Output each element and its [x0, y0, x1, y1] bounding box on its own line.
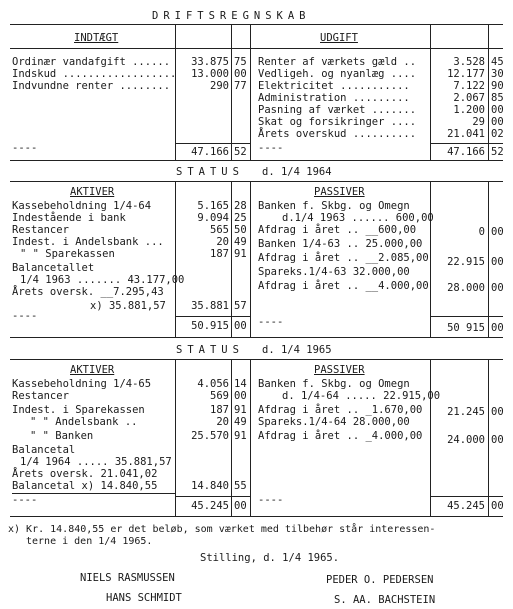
income-ore: 77: [234, 80, 247, 92]
liability-ore: 00: [491, 256, 504, 268]
expense-kr: 2.067: [453, 92, 485, 104]
expense-ore: 85: [491, 92, 504, 104]
asset-ore: 14: [234, 378, 247, 390]
liability-kr: 22.915: [447, 256, 485, 268]
income-label: Ordinær vandafgift ......: [12, 56, 171, 68]
status1964-bottom-rule: [10, 337, 503, 338]
expense-total-ore: 52: [491, 146, 504, 158]
status1965-dash: ----: [258, 494, 284, 506]
expense-label: Årets overskud ..........: [258, 128, 417, 140]
asset-ore: 49: [234, 416, 247, 428]
asset-kr: 4.056: [197, 378, 229, 390]
status1965-total-kr: 45.245: [191, 500, 229, 512]
balance-kr-1965: 14.840: [191, 480, 229, 492]
asset-label: Restancer: [12, 224, 69, 236]
liability-text: Afdrag i året .. _1.670,00: [258, 404, 423, 416]
liability-text: Banken f. Skbg. og Omegn: [258, 378, 410, 390]
asset-ore: 91: [234, 430, 247, 442]
asset-kr: 20: [216, 236, 229, 248]
liability-kr: 21.245: [447, 406, 485, 418]
asset-ore: 91: [234, 404, 247, 416]
asset-ore: 00: [234, 390, 247, 402]
asset-ore: 28: [234, 200, 247, 212]
asset-kr: 565: [210, 224, 229, 236]
expense-label: Administration .........: [258, 92, 410, 104]
status1965-total-right-kr: 45.245: [447, 500, 485, 512]
asset-label: Indest. i Andelsbank ...: [12, 236, 164, 248]
status1964-total-rule: [430, 316, 503, 317]
drift-col-line: [231, 24, 232, 161]
status1964-dash: ----: [258, 316, 284, 328]
liability-ore: 00: [491, 226, 504, 238]
drift-col-line: [175, 24, 176, 161]
status1965-col-line: [488, 359, 489, 517]
status1965-col-line: [231, 359, 232, 517]
expense-header: UDGIFT: [320, 32, 358, 44]
balance-ore-1964: 57: [234, 300, 247, 312]
liabilities-header-1964: PASSIVER: [314, 186, 365, 198]
expense-total-kr: 47.166: [447, 146, 485, 158]
liability-kr: 0: [478, 226, 485, 238]
asset-label: Indestående i bank: [12, 212, 126, 224]
asset-kr: 25.570: [191, 430, 229, 442]
asset-label: Restancer: [12, 390, 69, 402]
asset-kr: 5.165: [197, 200, 229, 212]
balance-kr-1964: 35.881: [191, 300, 229, 312]
liability-text: Spareks.1/4-64 28.000,00: [258, 416, 410, 428]
expense-ore: 02: [491, 128, 504, 140]
status1964-total-left-kr: 50.915: [191, 320, 229, 332]
balance-line1-1964: 1/4 1963 ....... 43.177,00: [20, 274, 185, 286]
asset-label: Kassebeholdning 1/4-64: [12, 200, 152, 212]
income-label: Indvundne renter ........: [12, 80, 171, 92]
expense-ore: 30: [491, 68, 504, 80]
asset-ore: 25: [234, 212, 247, 224]
signature-hans-schmidt: HANS SCHMIDT: [106, 592, 182, 604]
status1964-total-right-ore: 00: [491, 322, 504, 334]
balance-line3-1965: Balancetal x) 14.840,55: [12, 480, 158, 492]
drift-bottom-rule: [10, 160, 503, 161]
expense-ore: 90: [491, 80, 504, 92]
status1964-col-line: [250, 181, 251, 337]
liability-text: Banken 1/4-63 .. 25.000,00: [258, 238, 423, 250]
stilling-line: Stilling, d. 1/4 1965.: [200, 552, 340, 564]
expense-label: Elektricitet ...........: [258, 80, 410, 92]
footnote-line1: x) Kr. 14.840,55 er det beløb, som værket med tilbehør står interessen-: [8, 524, 436, 535]
expense-ore: 00: [491, 104, 504, 116]
drift-total-rule: [175, 143, 250, 144]
income-ore: 00: [234, 68, 247, 80]
asset-label: " " Sparekassen: [20, 248, 115, 260]
signature-bachstein: S. AA. BACHSTEIN: [334, 594, 436, 606]
status1965-total-rule: [175, 496, 250, 497]
expense-ore: 00: [491, 116, 504, 128]
status1965-bottom-rule: [10, 516, 503, 517]
status1965-title: STATUS: [176, 344, 244, 356]
expense-label: Skat og forsikringer ....: [258, 116, 417, 128]
status1964-date: d. 1/4 1964: [262, 166, 332, 178]
liability-text: Afdrag i året .. __4.000,00: [258, 280, 429, 292]
balance-label-1964: Balancetallet: [12, 262, 95, 274]
expense-kr: 3.528: [453, 56, 485, 68]
status1964-title: STATUS: [176, 166, 244, 178]
income-total-ore: 52: [234, 146, 247, 158]
liability-text: Afdrag i året .. __600,00: [258, 224, 417, 236]
balance-ore-1965: 55: [234, 480, 247, 492]
balance-line2-1964: Årets oversk. __7.295,43: [12, 286, 164, 298]
income-label: Indskud ..................: [12, 68, 177, 80]
signature-peder-pedersen: PEDER O. PEDERSEN: [326, 574, 434, 586]
income-kr: 33.875: [191, 56, 229, 68]
asset-label: Indest. i Sparekassen: [12, 404, 145, 416]
expense-kr: 7.122: [453, 80, 485, 92]
liability-text: Spareks.1/4-63 32.000,00: [258, 266, 410, 278]
expense-kr: 29: [472, 116, 485, 128]
assets-header-1965: AKTIVER: [70, 364, 115, 376]
expense-kr: 21.041: [447, 128, 485, 140]
status1965-total-ore: 00: [234, 500, 247, 512]
footnote-line2: terne i den 1/4 1965.: [26, 536, 153, 547]
liability-text: Banken f. Skbg. og Omegn: [258, 200, 410, 212]
asset-kr: 9.094: [197, 212, 229, 224]
asset-kr: 20: [216, 416, 229, 428]
liability-kr: 24.000: [447, 434, 485, 446]
status1964-col-line: [231, 181, 232, 337]
driftsregnskab-title: DRIFTSREGNSKAB: [152, 10, 311, 22]
liability-text: Afdrag i året .. _4.000,00: [258, 430, 423, 442]
asset-kr: 187: [210, 404, 229, 416]
income-ore: 75: [234, 56, 247, 68]
expense-kr: 12.177: [447, 68, 485, 80]
liability-kr: 28.000: [447, 282, 485, 294]
asset-label: Kassebeholdning 1/4-65: [12, 378, 152, 390]
asset-kr: 187: [210, 248, 229, 260]
drift-dash: ----: [258, 142, 284, 154]
balance-label-1965: Balancetal: [12, 444, 76, 456]
drift-col-line: [488, 24, 489, 161]
expense-label: Pasning af værket .......: [258, 104, 417, 116]
expense-label: Vedligeh. og nyanlæg ....: [258, 68, 417, 80]
signature-niels-rasmussen: NIELS RASMUSSEN: [80, 572, 175, 584]
asset-label: " " Andelsbank ..: [30, 416, 138, 428]
status1965-total-rule: [430, 496, 503, 497]
status1965-col-line: [250, 359, 251, 517]
status1964-total-right-kr: 50 915: [447, 322, 485, 334]
balance-line3-1964: x) 35.881,57: [90, 300, 166, 312]
status1965-dash: ----: [12, 494, 38, 506]
liability-ore: 00: [491, 406, 504, 418]
expense-kr: 1.200: [453, 104, 485, 116]
income-kr: 290: [210, 80, 229, 92]
balance-line1-1965: 1/4 1964 ..... 35.881,57: [20, 456, 172, 468]
status1964-dash: ----: [12, 310, 38, 322]
liability-text: d. 1/4-64 ..... 22.915,00: [282, 390, 441, 402]
status1965-date: d. 1/4 1965: [262, 344, 332, 356]
asset-ore: 49: [234, 236, 247, 248]
income-total-kr: 47.166: [191, 146, 229, 158]
asset-kr: 569: [210, 390, 229, 402]
liability-text: Afdrag i året .. __2.085,00: [258, 252, 429, 264]
balance-line2-1965: Årets oversk. 21.041,02: [12, 468, 158, 480]
liability-ore: 00: [491, 434, 504, 446]
drift-col-line: [250, 24, 251, 161]
income-kr: 13.000: [191, 68, 229, 80]
status1964-col-line: [488, 181, 489, 337]
asset-ore: 50: [234, 224, 247, 236]
income-header: INDTÆGT: [74, 32, 119, 44]
expense-ore: 45: [491, 56, 504, 68]
asset-ore: 91: [234, 248, 247, 260]
liability-ore: 00: [491, 282, 504, 294]
drift-dash: ----: [12, 142, 38, 154]
status1965-total-right-ore: 00: [491, 500, 504, 512]
assets-header-1964: AKTIVER: [70, 186, 115, 198]
liabilities-header-1965: PASSIVER: [314, 364, 365, 376]
status1964-total-rule: [175, 316, 250, 317]
expense-label: Renter af værkets gæld ..: [258, 56, 417, 68]
status1964-total-left-ore: 00: [234, 320, 247, 332]
asset-label: " " Banken: [30, 430, 94, 442]
drift-total-rule: [430, 143, 503, 144]
liability-text: d.1/4 1963 ...... 600,00: [282, 212, 434, 224]
